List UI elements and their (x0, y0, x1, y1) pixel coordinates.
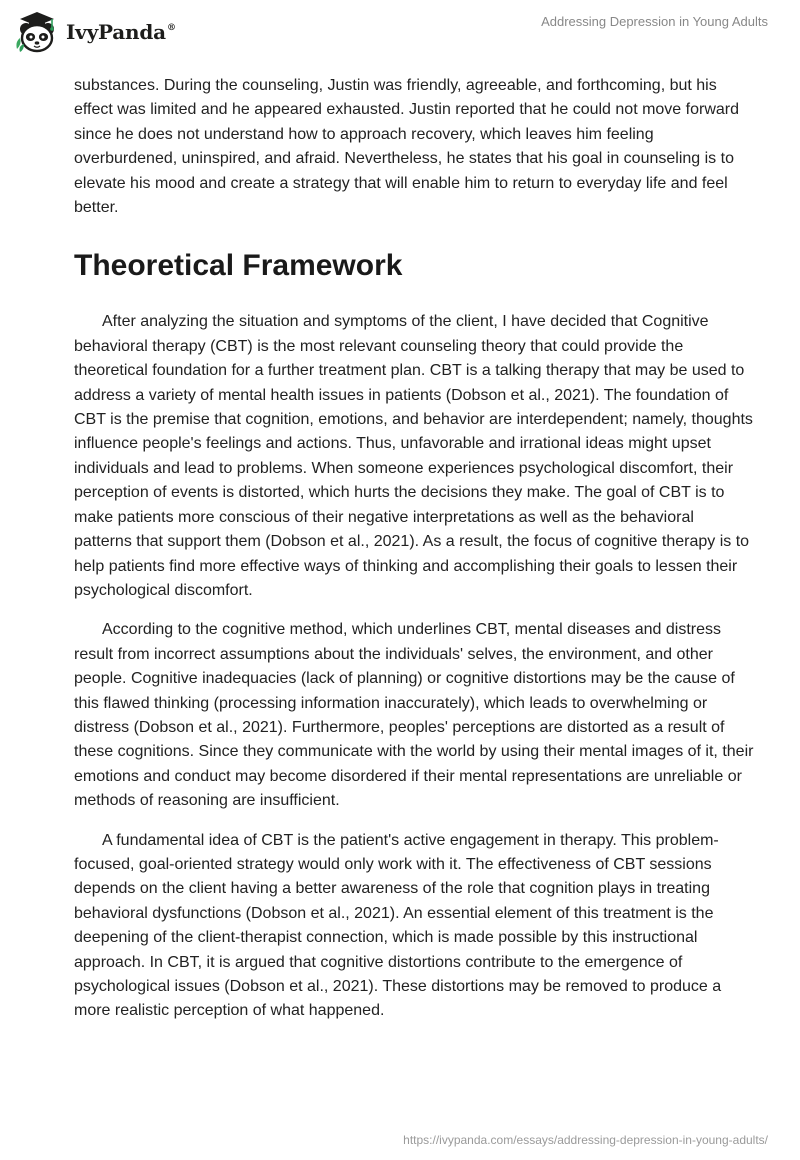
paragraph: After analyzing the situation and symptoms of the client, I have decided that Cognitive behavioral therapy (CBT) is the most relevant counseling theory that could provide the theoretical foundation for a further treatment plan. CBT is a talking therapy that may be used to address a variety of mental health issues in patients (Dobson et al., 2021). The foundation of CBT is the premise that cognition, emotions, and behavior are interdependent; namely, thoughts influence people's feelings and actions. Thus, unfavorable and irrational ideas might upset individuals and lead to problems. When someone experiences psychological discomfort, their perception of events is distorted, which hurts the decisions they make. The goal of CBT is to make patients more conscious of their negative interpretations as well as the behavioral patterns that support them (Dobson et al., 2021). As a result, the focus of cognitive therapy is to help patients find more effective ways of thinking and accomplishing their goals to lessen their psychological discomfort. (74, 313, 753, 599)
page-header (0, 0, 800, 70)
essay-content (74, 74, 754, 1024)
paragraph: According to the cognitive method, which underlines CBT, mental diseases and distress result from incorrect assumptions about the individuals' selves, the environment, and other people. Cognitive inadequacies (lack of planning) or cognitive distortions may be the cause of this flawed thinking (processing information inaccurately), which leads to overwhelming or distress (Dobson et al., 2021). Furthermore, peoples' perceptions are distorted as a result of these cognitions. Since they communicate with the world by using their mental images of it, their emotions and conduct may become disordered if their mental representations are unreliable or methods of reasoning are insufficient. (74, 621, 754, 810)
intro-paragraph: substances. During the counseling, Justin was friendly, agreeable, and forthcoming, but his effect was limited and he appeared exhausted. Justin reported that he could not move forward since he does not understand how to approach recovery, which leaves him feeling overburdened, uninspired, and afraid. Nevertheless, he states that his goal in counseling is to elevate his mood and create a strategy that will enable him to return to everyday life and feel better. (74, 77, 739, 217)
paragraph: A fundamental idea of CBT is the patient's active engagement in therapy. This problem-focused, goal-oriented strategy would only work with it. The effectiveness of CBT sessions depends on the client having a better awareness of the role that cognition plays in treating behavioral dysfunctions (Dobson et al., 2021). An essential element of this treatment is the deepening of the client-therapist connection, which is made possible by this instructional approach. In CBT, it is argued that cognitive distortions contribute to the emergence of psychological issues (Dobson et al., 2021). These distortions may be removed to produce a more realistic perception of what happened. (74, 831, 722, 1020)
ivypanda-logo[interactable] (14, 9, 176, 55)
brand-label: IvyPanda (66, 20, 166, 44)
brand-name (66, 20, 176, 44)
document-title: Addressing Depression in Young Adults (541, 14, 768, 29)
source-url[interactable]: https://ivypanda.com/essays/addressing-depression-in-young-adults/ (403, 1133, 768, 1147)
section-heading: Theoretical Framework (74, 249, 403, 283)
registered-mark: ® (166, 23, 176, 33)
panda-graduate-icon (14, 9, 60, 55)
